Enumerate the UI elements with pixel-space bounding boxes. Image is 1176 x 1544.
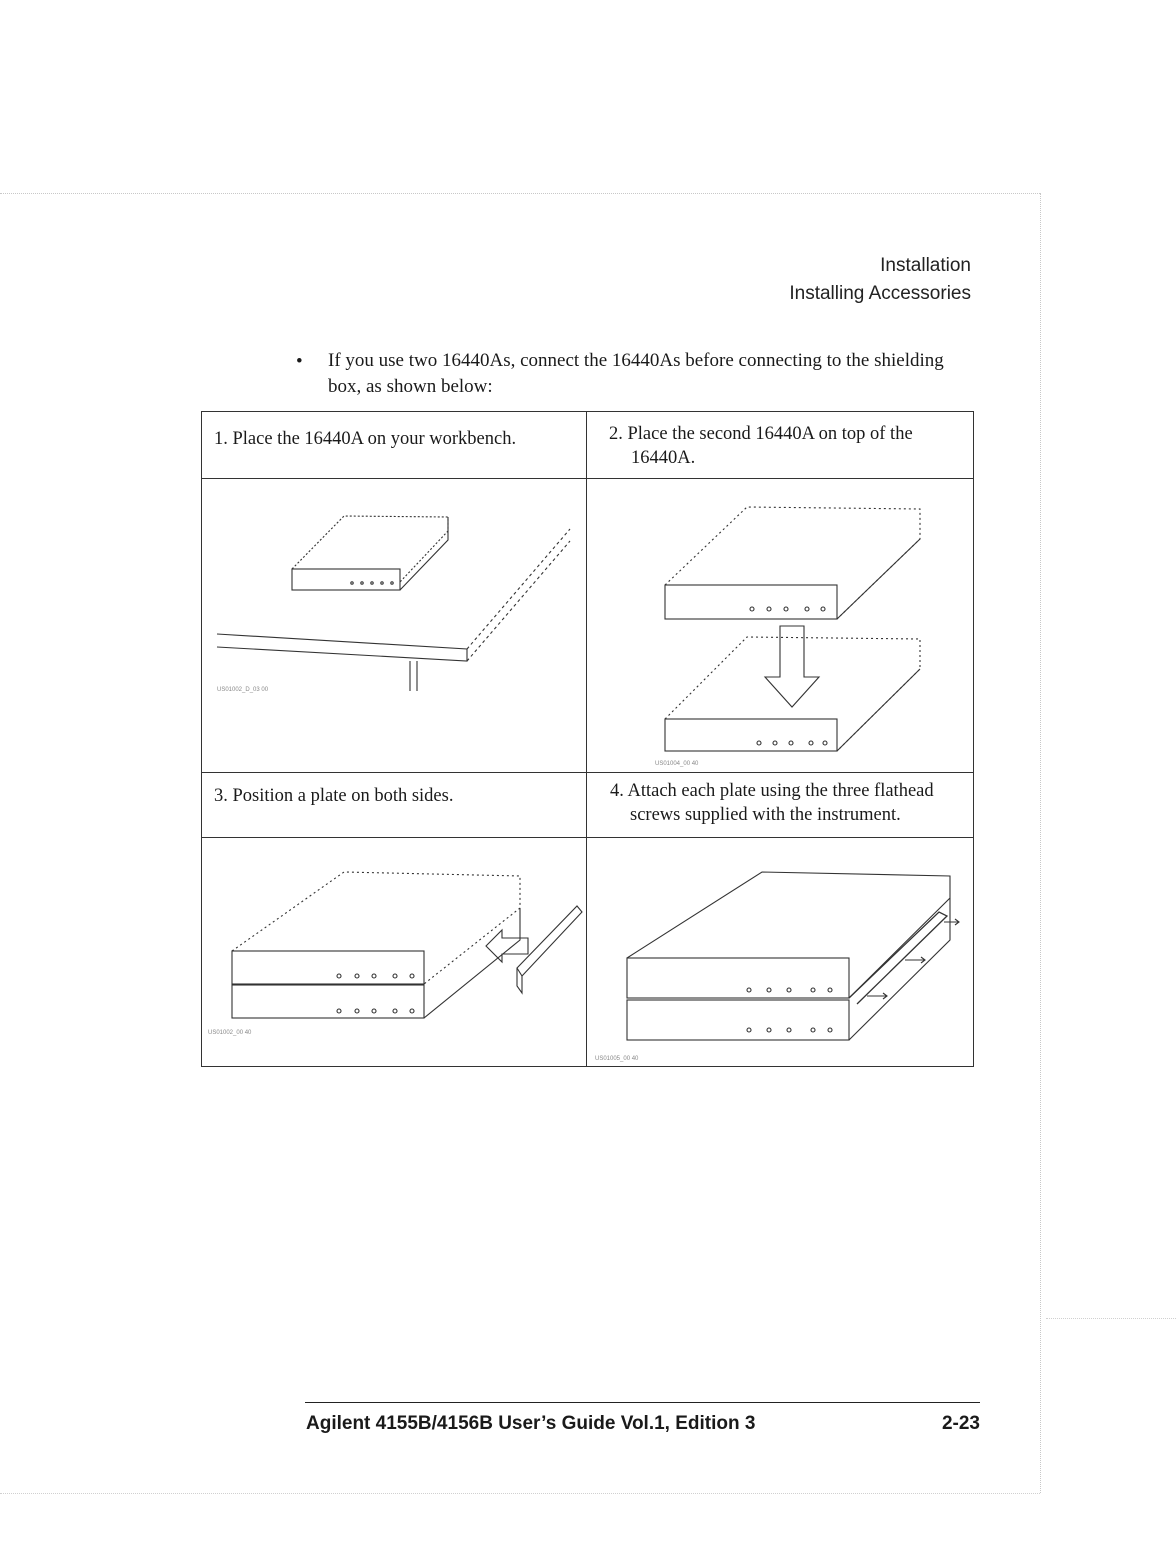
svg-text:US01002_D_03 00: US01002_D_03 00 bbox=[217, 687, 269, 693]
svg-text:US01005_00 40: US01005_00 40 bbox=[595, 1056, 639, 1062]
step-2-illustration bbox=[587, 479, 973, 771]
scan-edge bbox=[0, 1493, 1040, 1494]
footer-title: Agilent 4155B/4156B User’s Guide Vol.1, Edition 3 bbox=[306, 1413, 756, 1434]
scan-edge bbox=[0, 193, 1040, 194]
steps-table bbox=[201, 411, 974, 1067]
svg-text:US01002_00 40: US01002_00 40 bbox=[208, 1030, 252, 1036]
bullet-marker: • bbox=[296, 351, 303, 372]
table-divider bbox=[202, 772, 973, 773]
step-4-illustration bbox=[587, 838, 973, 1066]
step-3-illustration bbox=[202, 838, 586, 1066]
step-3-caption: 3. Position a plate on both sides. bbox=[214, 786, 454, 806]
running-header-section: Installing Accessories bbox=[789, 283, 971, 304]
step-4-caption: 4. Attach each plate using the three flathead screws supplied with the instrument. bbox=[610, 781, 934, 825]
step-1-caption: 1. Place the 16440A on your workbench. bbox=[214, 429, 517, 449]
scan-edge bbox=[1046, 1318, 1176, 1319]
svg-text:US01004_00 40: US01004_00 40 bbox=[655, 761, 699, 767]
page-number: 2-23 bbox=[941, 1413, 980, 1434]
step-1-illustration bbox=[202, 479, 586, 771]
footer-rule bbox=[305, 1402, 980, 1403]
step-2-caption: 2. Place the second 16440A on top of the 16440A. bbox=[609, 424, 913, 468]
scan-edge bbox=[1040, 193, 1041, 1493]
intro-paragraph: If you use two 16440As, connect the 16440As before connecting to the shielding box, as shown below: bbox=[328, 350, 944, 397]
running-header-chapter: Installation bbox=[880, 255, 971, 276]
